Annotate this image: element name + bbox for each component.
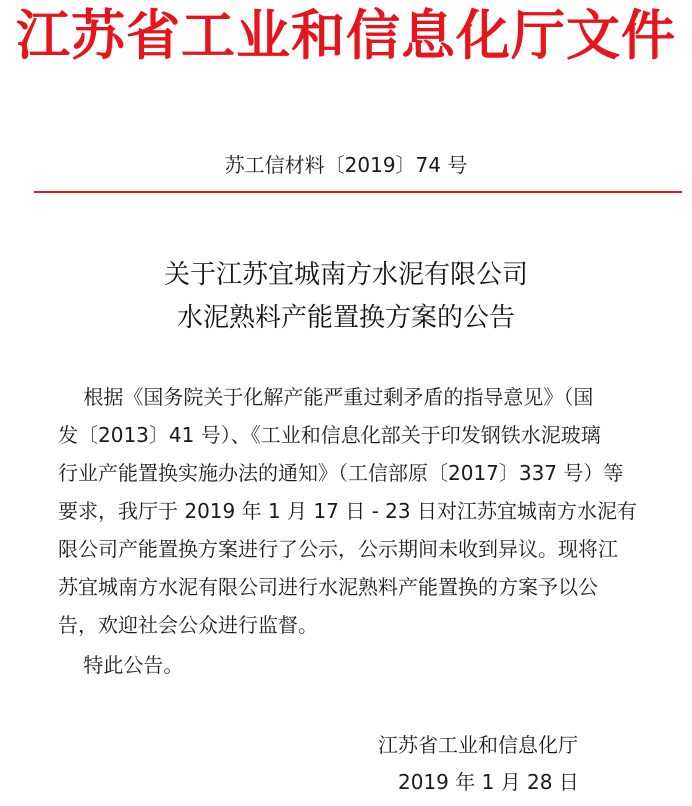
body-line-7: 告，欢迎社会公众进行监督。 xyxy=(58,613,318,637)
body-line-4: 要求，我厅于 2019 年 1 月 17 日 - 23 日对江苏宜城南方水泥有 xyxy=(58,499,637,523)
body-line-1: 根据《国务院关于化解产能严重过剩矛盾的指导意见》（国 xyxy=(58,385,594,409)
body-line-6: 苏宜城南方水泥有限公司进行水泥熟料产能置换的方案予以公 xyxy=(58,575,598,599)
signature-issuer: 江苏省工业和信息化厅 xyxy=(378,733,578,757)
body-line-5: 限公司产能置换方案进行了公示，公示期间未收到异议。现将江 xyxy=(58,537,618,561)
signature-date: 2019 年 1 月 28 日 xyxy=(398,770,579,794)
red-divider-rule xyxy=(34,191,682,193)
document-title-line-1: 关于江苏宜城南方水泥有限公司 xyxy=(163,260,528,290)
document-number: 苏工信材料〔2019〕74 号 xyxy=(224,153,468,177)
document-masthead: 江苏省工业和信息化厅文件 xyxy=(16,3,676,67)
document-title-line-2: 水泥熟料产能置换方案的公告 xyxy=(176,303,515,333)
body-line-3: 行业产能置换实施办法的通知》（工信部原〔2017〕337 号）等 xyxy=(58,461,624,485)
body-line-2: 发〔2013〕41 号）、《工业和信息化部关于印发钢铁水泥玻璃 xyxy=(58,423,601,447)
closing-line: 特此公告。 xyxy=(58,653,184,677)
